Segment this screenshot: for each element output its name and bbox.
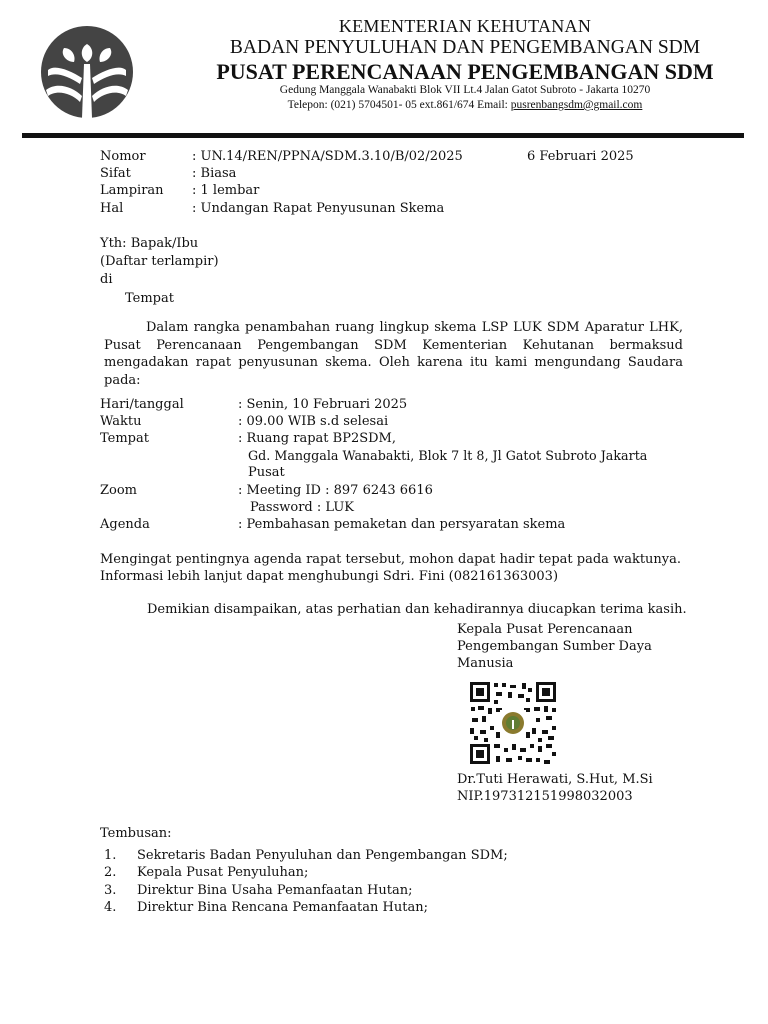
tempat-label: Tempat [100,431,149,446]
letterhead-email[interactable]: pusrenbangsdm@gmail.com [510,99,643,111]
tembusan-item-number: 1. [104,848,117,863]
tembusan-item-number: 3. [104,883,117,898]
signatory-title: Manusia [457,656,514,671]
recipient-line: di [100,272,113,287]
hari-label: Hari/tanggal [100,397,184,412]
waktu-value: : 09.00 WIB s.d selesai [238,414,389,429]
signatory-title: Pengembangan Sumber Daya [457,639,652,654]
recipient-line: Yth: Bapak/Ibu [100,236,199,251]
recipient-place: Tempat [125,291,174,306]
tembusan-item: Kepala Pusat Penyuluhan; [137,865,309,880]
waktu-label: Waktu [100,414,142,429]
tempat-value: : Ruang rapat BP2SDM, [238,431,396,446]
nomor-value: : UN.14/REN/PPNA/SDM.3.10/B/02/2025 [192,149,463,164]
header-divider [22,133,744,138]
recipient-line: (Daftar terlampir) [100,254,219,269]
agenda-value: : Pembahasan pemaketan dan persyaratan skema [238,517,566,532]
lampiran-label: Lampiran [100,183,164,198]
agency-name: BADAN PENYULUHAN DAN PENGEMBANGAN SDM [229,37,701,58]
hari-value: : Senin, 10 Februari 2025 [238,397,408,412]
letterhead-address: Gedung Manggala Wanabakti Blok VII Lt.4 Jalan Gatot Subroto - Jakarta 10270 [279,84,651,96]
closing-thanks: Demikian disampaikan, atas perhatian dan kehadirannya diucapkan terima kasih. [147,602,687,617]
closing-line: Informasi lebih lanjut dapat menghubungi Sdri. Fini (082161363003) [100,569,559,584]
ministry-logo-icon [40,14,134,130]
hal-value: : Undangan Rapat Penyusunan Skema [192,201,445,216]
qr-code-icon [468,680,558,766]
sifat-value: : Biasa [192,166,237,181]
letter-date: 6 Februari 2025 [527,149,634,164]
closing-line: Mengingat pentingnya agenda rapat tersebut, mohon dapat hadir tepat pada waktunya. [100,552,682,567]
tembusan-item: Direktur Bina Usaha Pemanfaatan Hutan; [137,883,413,898]
zoom-password: Password : LUK [250,500,354,515]
hal-label: Hal [100,201,124,216]
tempat-city: Pusat [248,465,285,480]
signatory-name: Dr.Tuti Herawati, S.Hut, M.Si [457,772,653,787]
intro-text: Dalam rangka penambahan ruang lingkup skema LSP LUK SDM Aparatur LHK, Pusat Perencanaan Pengembangan SDM Kementerian Kehutanan bermaksud mengadakan rapat penyusunan skema. Oleh karena itu kami mengundang Saudara pada: [104,320,683,388]
tempat-address: Gd. Manggala Wanabakti, Blok 7 lt 8, Jl Gatot Subroto Jakarta [248,448,648,463]
zoom-meeting-id: : Meeting ID : 897 6243 6616 [238,483,433,498]
tembusan-item-number: 4. [104,900,117,915]
ministry-name: KEMENTERIAN KEHUTANAN [338,16,592,36]
nomor-label: Nomor [100,149,146,164]
sifat-label: Sifat [100,166,131,181]
signatory-nip: NIP.197312151998032003 [457,789,633,804]
signatory-title: Kepala Pusat Perencanaan [457,622,633,637]
zoom-label: Zoom [100,483,138,498]
agenda-label: Agenda [100,517,150,532]
lampiran-value: : 1 lembar [192,183,260,198]
letterhead-contact [180,99,750,111]
letterhead-phone: Telepon: (021) 5704501- 05 ext.861/674 Email: [287,99,511,111]
tembusan-item-number: 2. [104,865,117,880]
tembusan-item: Direktur Bina Rencana Pemanfaatan Hutan; [137,900,428,915]
tembusan-heading: Tembusan: [100,826,172,841]
intro-paragraph [104,319,683,389]
center-name: PUSAT PERENCANAAN PENGEMBANGAN SDM [216,59,714,84]
tembusan-item: Sekretaris Badan Penyuluhan dan Pengembangan SDM; [137,848,508,863]
